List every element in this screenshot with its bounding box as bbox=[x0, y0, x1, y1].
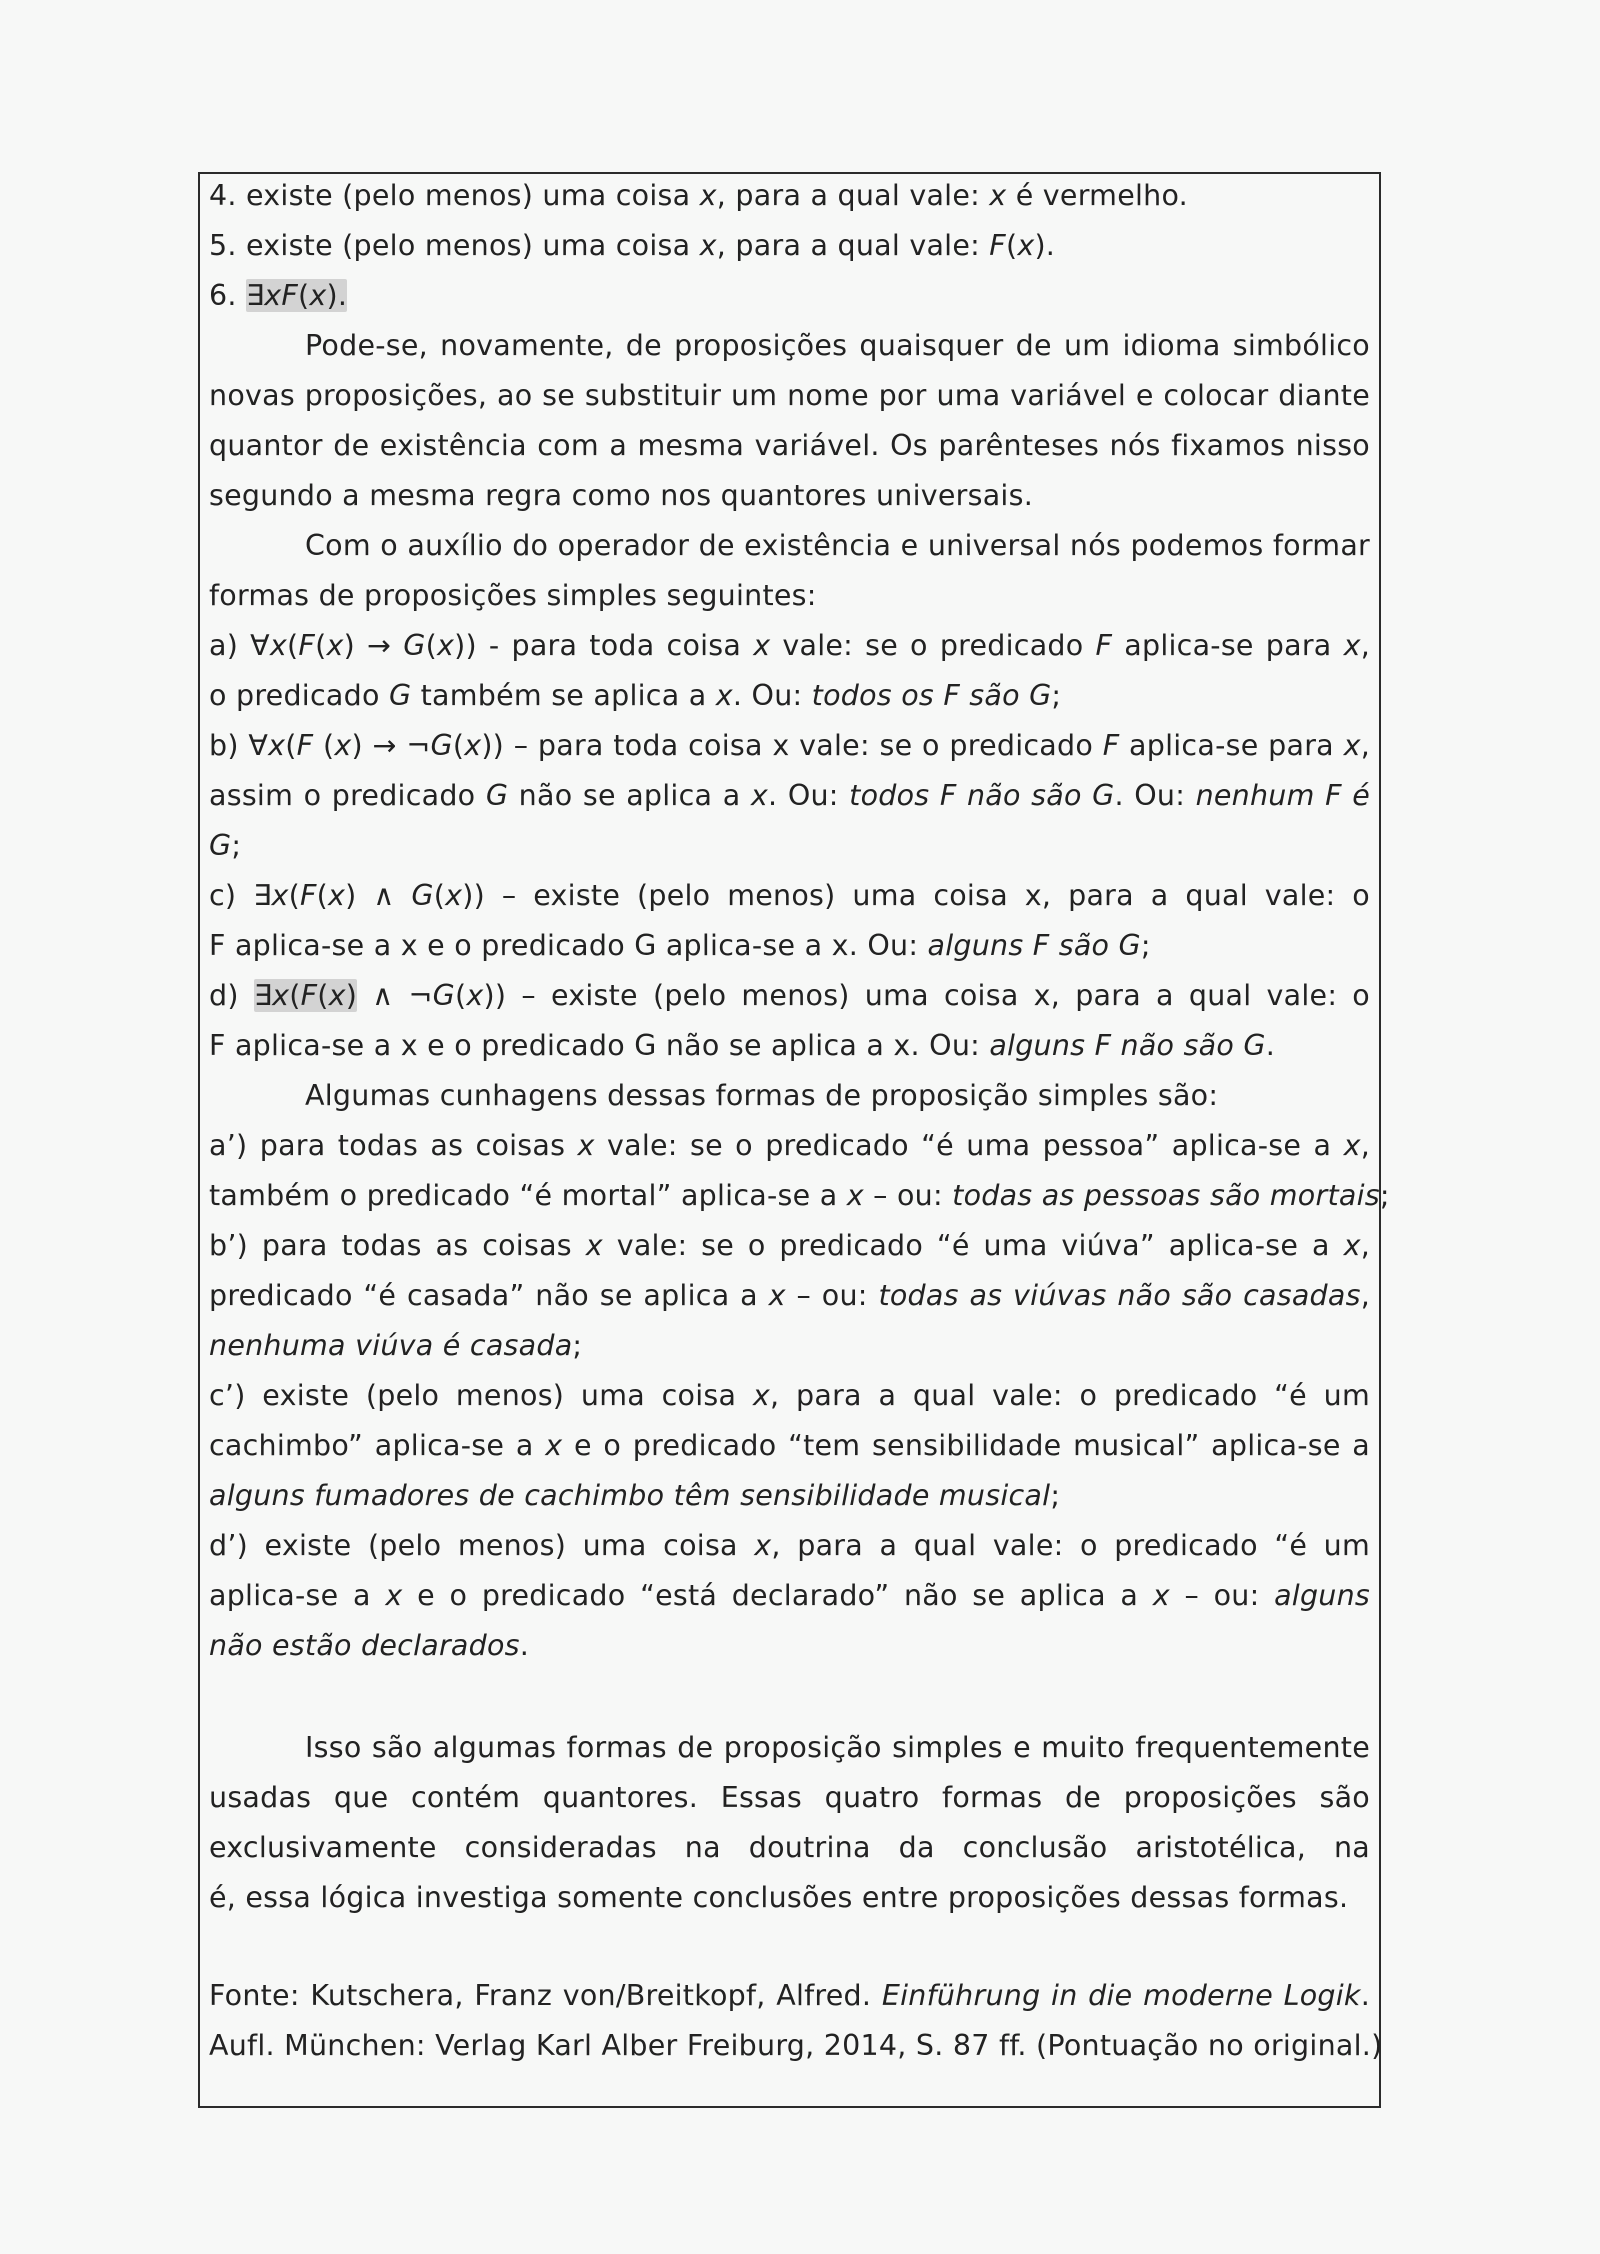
paragraph-syllogistic: Isso são algumas formas de proposição simples e muito frequentemente usadas que contém quantores. Essas quatro formas de proposições são exclusivamente consideradas na doutrina da conclusão aristotélica, na é, essa lógica investiga somente conclusões entre proposições dessas formas. bbox=[209, 1731, 1370, 1914]
form-d: d) ∃x(F(x) ∧ ¬G(x)) – existe (pelo menos) uma coisa x, para a qual vale: o F aplica-se a x e o predicado G não se aplica a x. Ou: alguns F não são G. bbox=[209, 979, 1370, 1062]
paragraph-existential-quantifier: Pode-se, novamente, de proposições quaisquer de um idioma simbólico novas proposições, ao se substituir um nome por uma variável e colocar diante quantor de existência com a mesma variável. Os parênteses nós fixamos nisso segundo a mesma regra como nos quantores universais. bbox=[209, 329, 1370, 512]
numbered-item-4: 4. existe (pelo menos) uma coisa x, para a qual vale: x é vermelho. bbox=[209, 179, 1188, 212]
form-b: b) ∀x(F (x) → ¬G(x)) – para toda coisa x vale: se o predicado F aplica-se para x, assim o predicado G não se aplica a x. Ou: todos F não são G. Ou: nenhum F é G; bbox=[209, 729, 1370, 862]
document-body bbox=[209, 171, 1390, 2071]
example-b-prime: b’) para todas as coisas x vale: se o predicado “é uma viúva” aplica-se a x, predicado “é casada” não se aplica a x – ou: todas as viúvas não são casadas, nenhuma viúva é casada; bbox=[209, 1229, 1370, 1362]
example-a-prime: a’) para todas as coisas x vale: se o predicado “é uma pessoa” aplica-se a x, também o predicado “é mortal” aplica-se a x – ou: todas as pessoas são mortais; bbox=[209, 1129, 1390, 1212]
paragraph-operators: Com o auxílio do operador de existência e universal nós podemos formar formas de proposições simples seguintes: bbox=[209, 529, 1370, 612]
example-c-prime: c’) existe (pelo menos) uma coisa x, para a qual vale: o predicado “é um cachimbo” aplica-se a x e o predicado “tem sensibilidade musical” aplica-se a alguns fumadores de cachimbo têm sensibilidade musical; bbox=[209, 1379, 1370, 1512]
example-d-prime: d’) existe (pelo menos) uma coisa x, para a qual vale: o predicado “é um aplica-se a x e o predicado “está declarado” não se aplica a x – ou: alguns não estão declarados. bbox=[209, 1529, 1370, 1662]
form-a: a) ∀x(F(x) → G(x)) - para toda coisa x vale: se o predicado F aplica-se para x, o predicado G também se aplica a x. Ou: todos os F são G; bbox=[209, 629, 1370, 712]
source-citation: Fonte: Kutschera, Franz von/Breitkopf, Alfred. Einführung in die moderne Logik. Aufl. München: Verlag Karl Alber Freiburg, 2014, S. 87 ff. (Pontuação no original.) bbox=[209, 1979, 1383, 2062]
form-c: c) ∃x(F(x) ∧ G(x)) – existe (pelo menos) uma coisa x, para a qual vale: o F aplica-se a x e o predicado G aplica-se a x. Ou: alguns F são G; bbox=[209, 879, 1370, 962]
numbered-item-6: 6. ∃xF(x). bbox=[209, 279, 348, 312]
examples-intro: Algumas cunhagens dessas formas de proposição simples são: bbox=[305, 1079, 1219, 1112]
numbered-item-5: 5. existe (pelo menos) uma coisa x, para a qual vale: F(x). bbox=[209, 229, 1056, 262]
